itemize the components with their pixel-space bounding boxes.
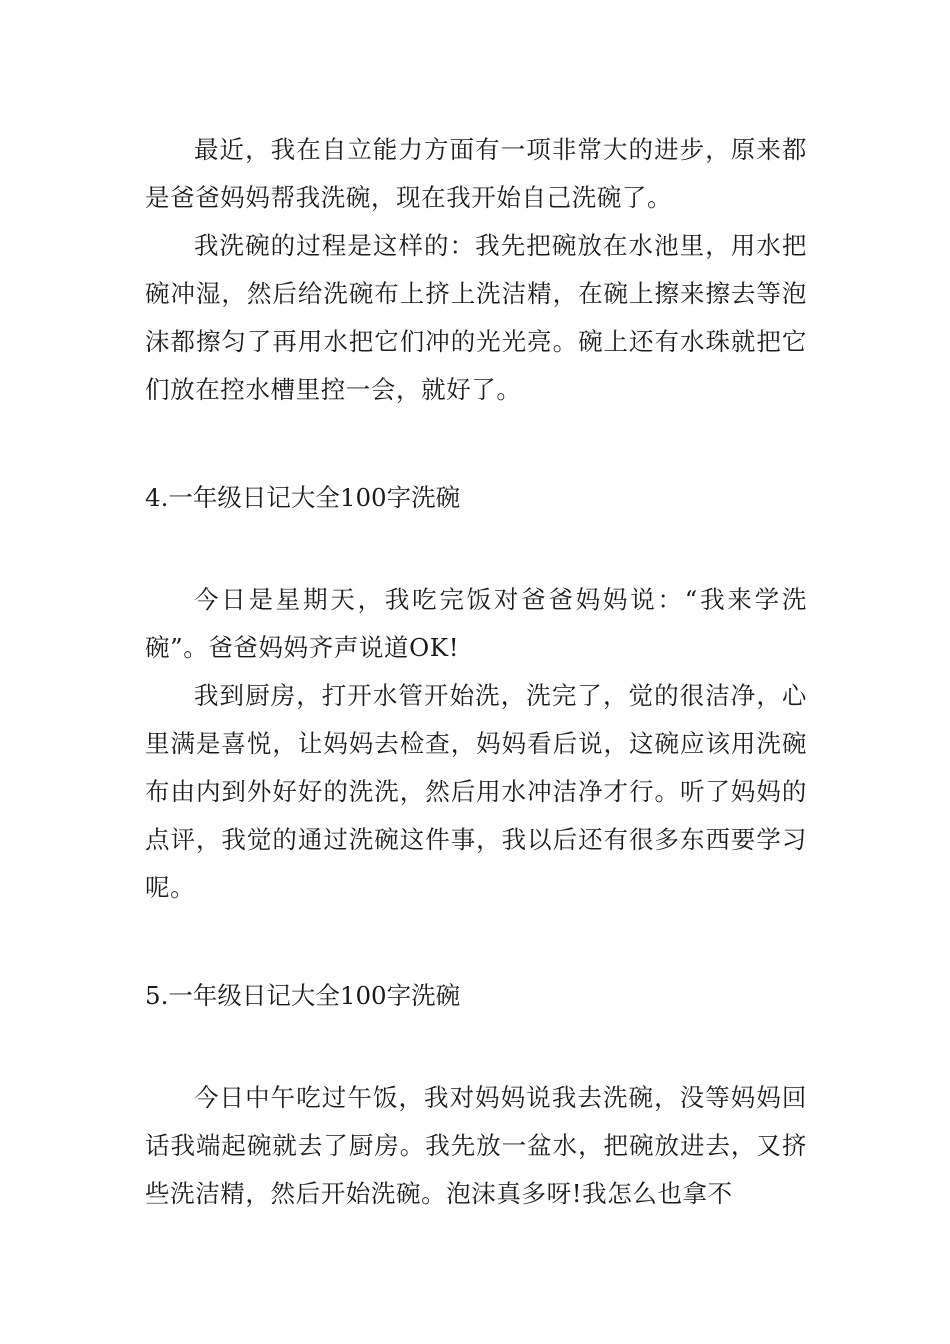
section-intro: [145, 126, 807, 414]
paragraph: 我到厨房，打开水管开始洗，洗完了，觉的很洁净，心里满是喜悦，让妈妈去检查，妈妈看后说，这碗应该用洗碗布由内到外好好的洗洗，然后用水冲洁净才行。听了妈妈的点评，我觉的通过洗碗这件事，我以后还有很多东西要学习呢。: [145, 681, 807, 902]
paragraph: 我洗碗的过程是这样的：我先把碗放在水池里，用水把碗冲湿，然后给洗碗布上挤上洗洁精，在碗上擦来擦去等泡沫都擦匀了再用水把它们冲的光光亮。碗上还有水珠就把它们放在控水槽里控一会，就好了。: [145, 231, 807, 404]
paragraph: 今日是星期天，我吃完饭对爸爸妈妈说：“我来学洗碗”。爸爸妈妈齐声说道OK!: [145, 585, 807, 662]
section-heading-5: 5.一年级日记大全100字洗碗: [145, 981, 461, 1010]
section-5-body: [145, 1074, 807, 1218]
section-4-body: [145, 576, 807, 912]
paragraph: 今日中午吃过午饭，我对妈妈说我去洗碗，没等妈妈回话我端起碗就去了厨房。我先放一盆水，把碗放进去，又挤些洗洁精，然后开始洗碗。泡沫真多呀!我怎么也拿不: [145, 1083, 807, 1208]
paragraph: 最近，我在自立能力方面有一项非常大的进步，原来都是爸爸妈妈帮我洗碗，现在我开始自己洗碗了。: [145, 135, 807, 212]
section-heading-4: 4.一年级日记大全100字洗碗: [145, 483, 461, 512]
